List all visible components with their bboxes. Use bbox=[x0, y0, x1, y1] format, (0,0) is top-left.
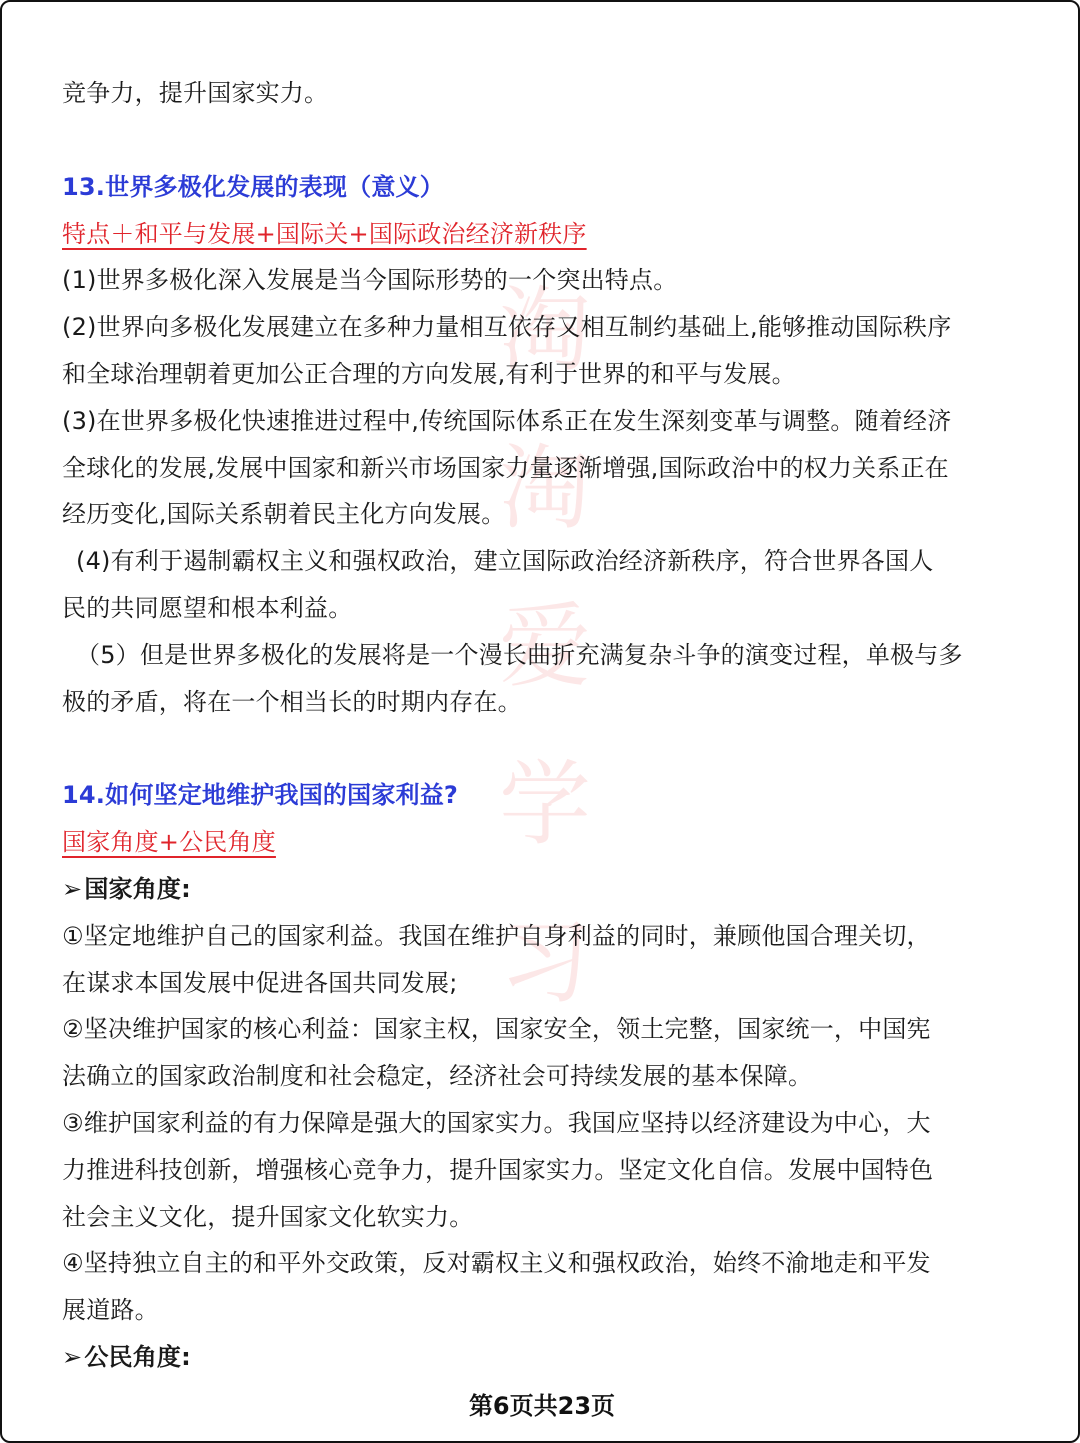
paragraph-line: 经历变化,国际关系朝着民主化方向发展。 bbox=[62, 500, 506, 529]
paragraph-line: 极的矛盾，将在一个相当长的时期内存在。 bbox=[62, 687, 522, 716]
document-body bbox=[62, 70, 1022, 1381]
key-points bbox=[62, 211, 1022, 258]
spacer bbox=[62, 117, 1022, 164]
paragraph-line: ①坚定地维护自己的国家利益。我国在维护自身利益的同时，兼顾他国合理关切， bbox=[62, 921, 931, 950]
watermark-char: 习 bbox=[498, 909, 591, 1016]
paragraph-line: (1)世界多极化深入发展是当今国际形势的一个突出特点。 bbox=[62, 266, 678, 295]
paragraph-line: (2)世界向多极化发展建立在多种力量相互依存又相互制约基础上,能够推动国际秩序 bbox=[62, 313, 952, 342]
paragraph-line: 在谋求本国发展中促进各国共同发展; bbox=[62, 968, 458, 997]
paragraph-line: 民的共同愿望和根本利益。 bbox=[62, 593, 353, 622]
arrow-icon: ➢ bbox=[62, 1342, 83, 1371]
subheading bbox=[62, 866, 1022, 913]
paragraph-line: 法确立的国家政治制度和社会稳定，经济社会可持续发展的基本保障。 bbox=[62, 1062, 813, 1091]
paragraph-line: 竞争力，提升国家实力。 bbox=[62, 79, 329, 107]
paragraph-line: 力推进科技创新，增强核心竞争力，提升国家实力。坚定文化自信。发展中国特色 bbox=[62, 1155, 934, 1184]
watermark-char: 爱 bbox=[498, 593, 591, 700]
paragraph-line: 全球化的发展,发展中国家和新兴市场国家力量逐渐增强,国际政治中的权力关系正在 bbox=[62, 453, 949, 482]
subheading-text: 国家角度: bbox=[84, 874, 191, 903]
section-heading: 13.世界多极化发展的表现（意义） bbox=[62, 172, 444, 201]
subheading-text: 公民角度: bbox=[84, 1342, 191, 1371]
paragraph-line: 社会主义文化，提升国家文化软实力。 bbox=[62, 1202, 474, 1231]
paragraph-line: 展道路。 bbox=[62, 1296, 159, 1325]
paragraph-line: ④坚持独立自主的和平外交政策，反对霸权主义和强权政治，始终不渝地走和平发 bbox=[62, 1249, 931, 1278]
paragraph-line: 和全球治理朝着更加公正合理的方向发展,有利于世界的和平与发展。 bbox=[62, 359, 796, 388]
key-points-text: 国家角度+公民角度 bbox=[62, 828, 276, 857]
key-points bbox=[62, 819, 1022, 866]
section-heading: 14.如何坚定地维护我国的国家利益? bbox=[62, 781, 459, 810]
watermark-char: 学 bbox=[498, 751, 591, 858]
key-points-text: 特点＋和平与发展+国际关+国际政治经济新秩序 bbox=[62, 219, 587, 248]
paragraph-line: ②坚决维护国家的核心利益：国家主权，国家安全，领土完整，国家统一，中国宪 bbox=[62, 1015, 931, 1044]
paragraph-line: （5）但是世界多极化的发展将是一个漫长曲折充满复杂斗争的演变过程，单极与多 bbox=[76, 640, 963, 669]
paragraph-line: (3)在世界多极化快速推进过程中,传统国际体系正在发生深刻变革与调整。随着经济 bbox=[62, 406, 952, 435]
arrow-icon: ➢ bbox=[62, 874, 83, 903]
watermark-char: 淘 bbox=[498, 435, 591, 542]
page-number: 第6页共23页 bbox=[468, 1392, 616, 1420]
paragraph-line: (4)有利于遏制霸权主义和强权政治，建立国际政治经济新秩序，符合世界各国人 bbox=[76, 547, 934, 576]
subheading bbox=[62, 1334, 1022, 1381]
watermark-char: 淘 bbox=[498, 277, 591, 384]
paragraph-line: ③维护国家利益的有力保障是强大的国家实力。我国应坚持以经济建设为中心，大 bbox=[62, 1108, 931, 1137]
spacer bbox=[62, 725, 1022, 772]
